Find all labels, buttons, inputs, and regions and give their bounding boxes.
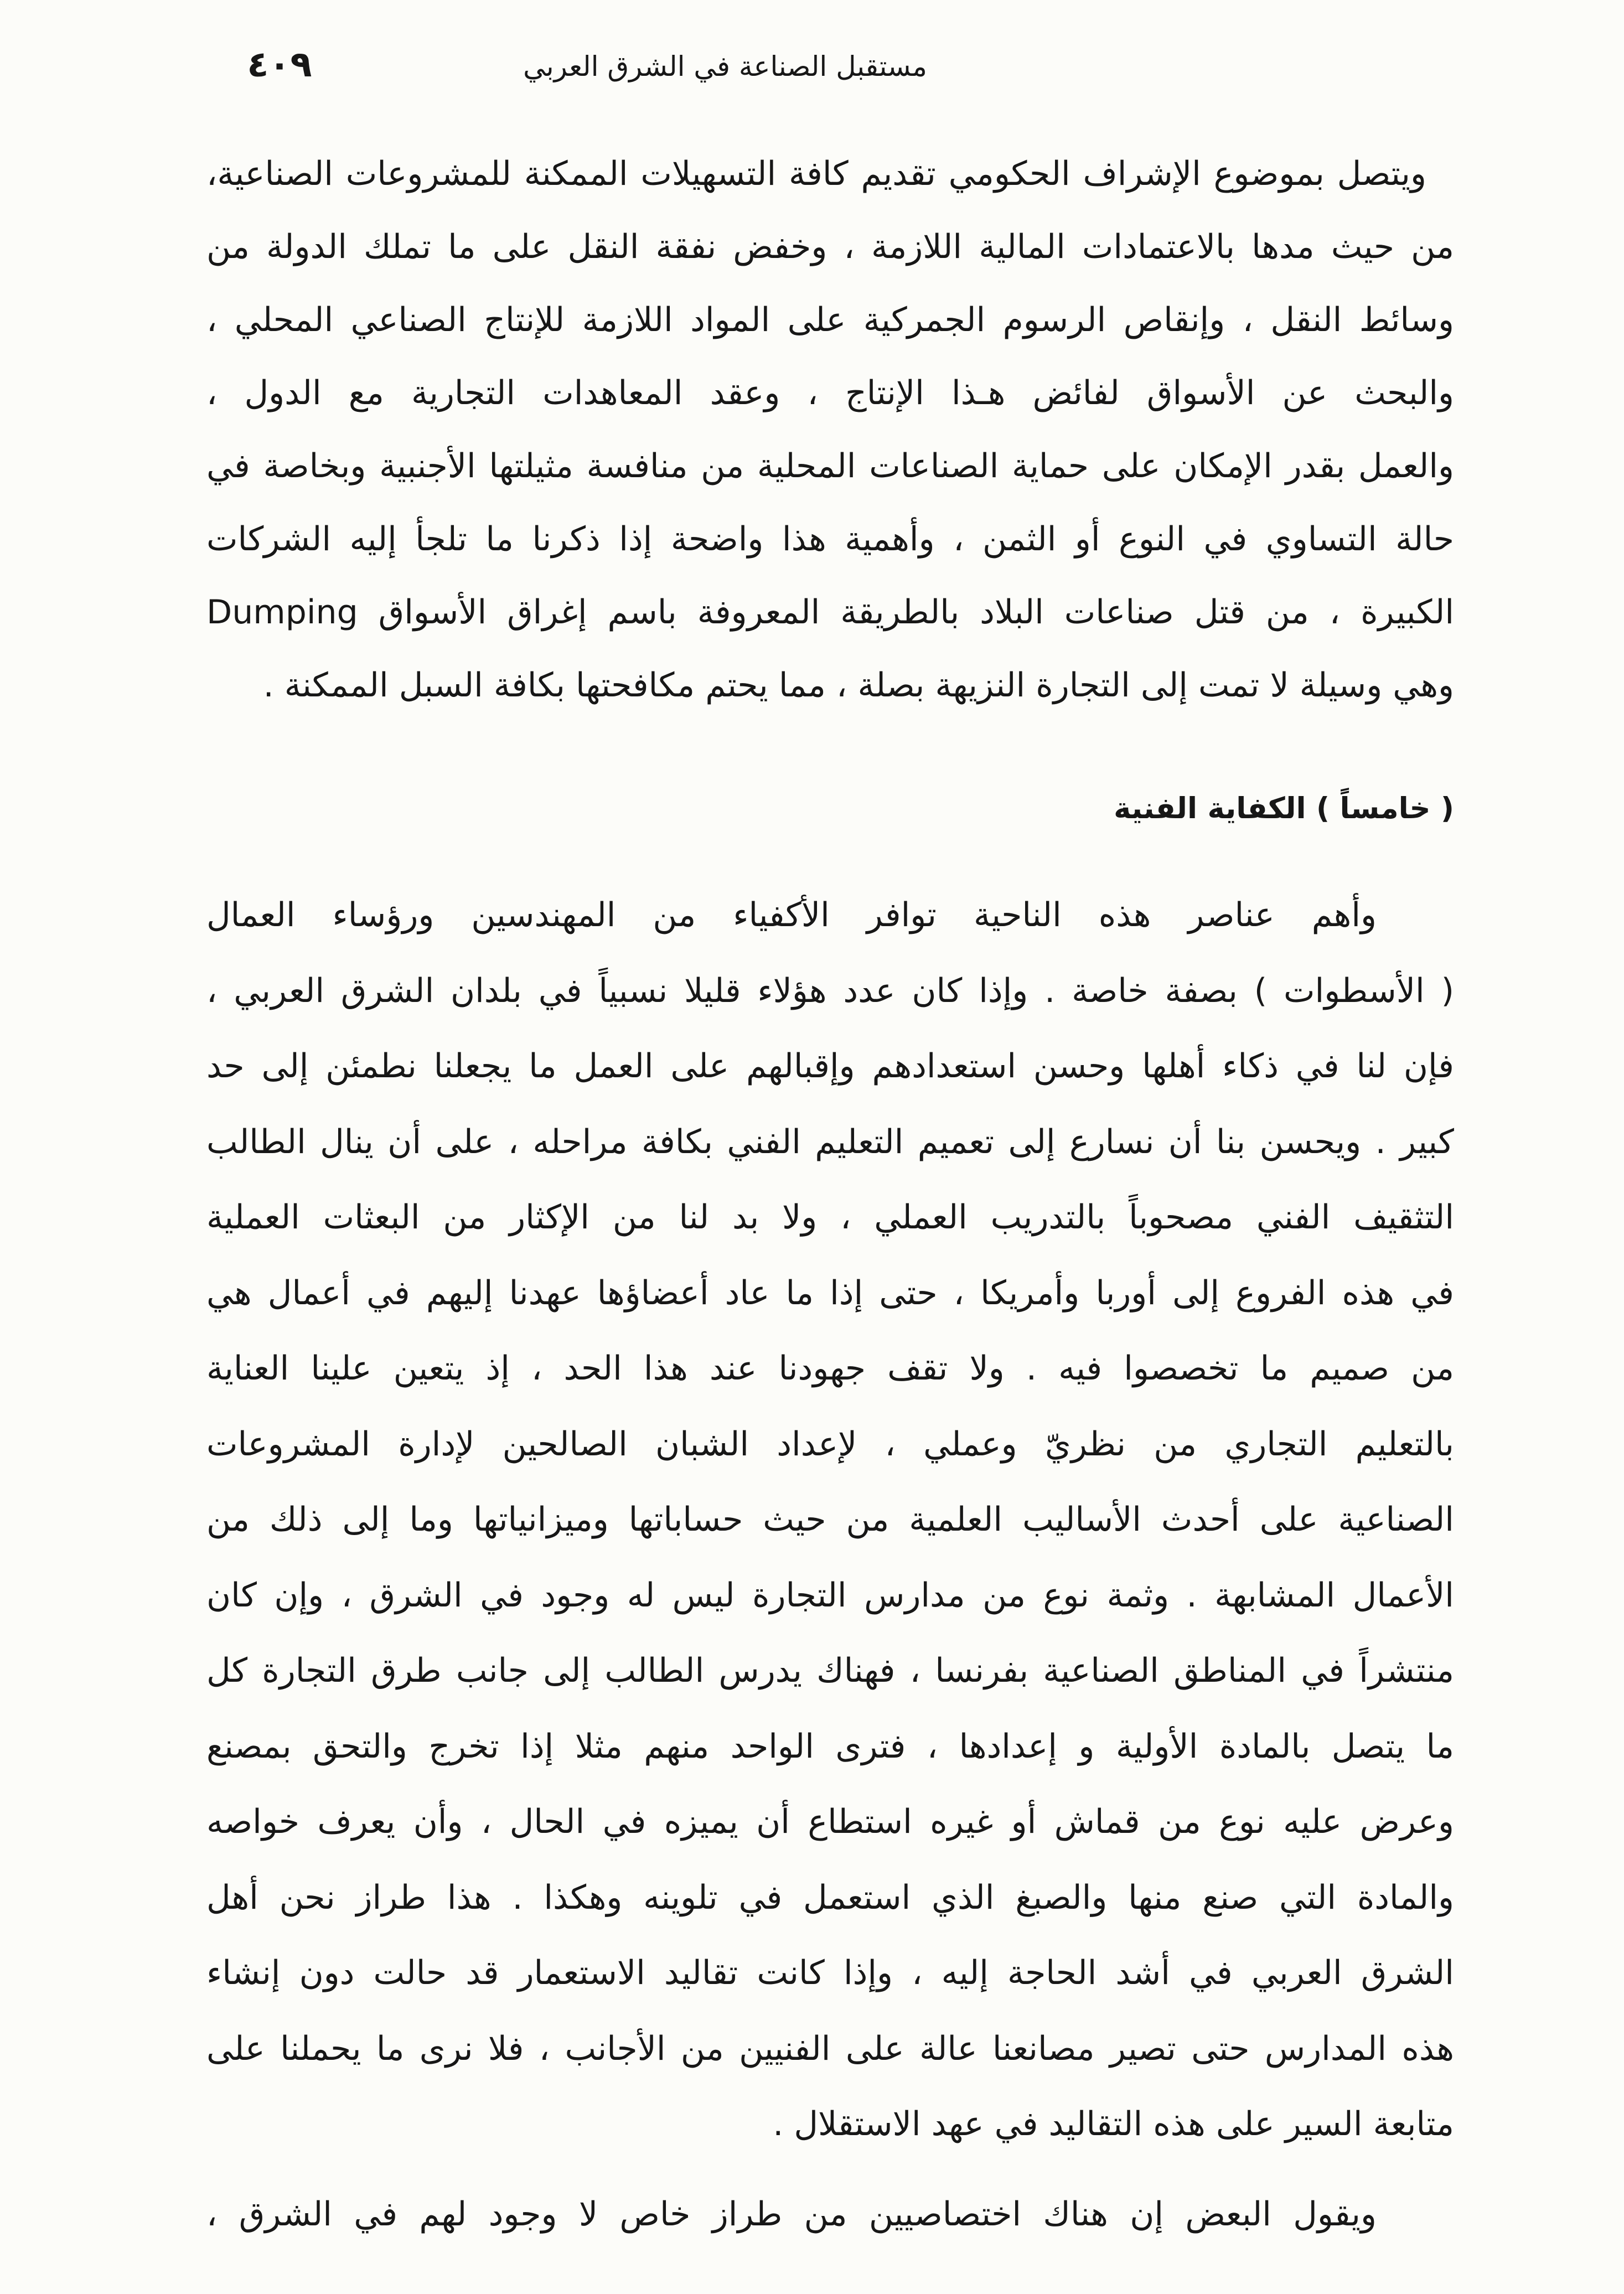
- text-line: وسائط النقل ، وإنقاص الرسوم الجمركية على المواد اللازمة للإنتاج الصناعي المحلي ،: [206, 301, 1454, 339]
- text-line: هذه المدارس حتى تصير مصانعنا عالة على الفنيين من الأجانب ، فلا نرى ما يحملنا على: [206, 2029, 1454, 2068]
- text-line: والمادة التي صنع منها والصبغ الذي استعمل في تلوينه وهكذا . هذا طراز نحن أهل: [206, 1878, 1454, 1917]
- text-line: حالة التساوي في النوع أو الثمن ، وأهمية هذا واضحة إذا ذكرنا ما تلجأ إليه الشركات: [206, 520, 1454, 559]
- section-heading: [206, 772, 1454, 845]
- text-line: والعمل بقدر الإمكان على حماية الصناعات المحلية من منافسة مثيلتها الأجنبية وبخاصة في: [206, 447, 1454, 485]
- paragraph-1: [206, 137, 1454, 722]
- page-number: ٤٠٩: [247, 44, 312, 85]
- text-line: فإن لنا في ذكاء أهلها وحسن استعدادهم وإقبالهم على العمل ما يجعلنا نطمئن إلى حد: [206, 1047, 1454, 1086]
- text-line: الشرق العربي في أشد الحاجة إليه ، وإذا كانت تقاليد الاستعمار قد حالت دون إنشاء: [206, 1954, 1454, 1992]
- text-line: من حيث مدها بالاعتمادات المالية اللازمة ، وخفض نفقة النقل على ما تملك الدولة من: [206, 228, 1454, 266]
- text-line: كبير . ويحسن بنا أن نسارع إلى تعميم التعليم الفني بكافة مراحله ، على أن ينال الطالب: [206, 1122, 1454, 1161]
- text-line: متابعة السير على هذه التقاليد في عهد الاستقلال .: [773, 2105, 1454, 2143]
- paragraph-2: [206, 877, 1454, 2162]
- text-line: منتشراً في المناطق الصناعية بفرنسا ، فهناك يدرس الطالب إلى جانب طرق التجارة كل: [206, 1651, 1454, 1690]
- section-heading-text: ( خامساً ) الكفاية الفنية: [1114, 792, 1454, 825]
- text-line: وهي وسيلة لا تمت إلى التجارة النزيهة بصلة ، مما يحتم مكافحتها بكافة السبل الممكنة .: [263, 666, 1454, 705]
- text-line: الصناعية على أحدث الأساليب العلمية من حيث حساباتها وميزانياتها وما إلى ذلك من: [206, 1500, 1454, 1539]
- text-line: ما يتصل بالمادة الأولية و إعدادها ، فترى الواحد منهم مثلا إذا تخرج والتحق بمصنع: [206, 1727, 1454, 1766]
- text-line: والبحث عن الأسواق لفائض هـذا الإنتاج ، وعقد المعاهدات التجارية مع الدول ،: [206, 374, 1454, 412]
- running-header-title: مستقبل الصناعة في الشرق العربي: [523, 50, 927, 82]
- text-line: وأهم عناصر هذه الناحية توافر الأكفياء من المهندسين ورؤساء العمال: [206, 896, 1377, 934]
- text-line: بالتعليم التجاري من نظريّ وعملي ، لإعداد الشبان الصالحين لإدارة المشروعات: [206, 1424, 1454, 1464]
- text-line: ويقول البعض إن هناك اختصاصيين من طراز خاص لا وجود لهم في الشرق ،: [206, 2195, 1377, 2234]
- text-line: الأعمال المشابهة . وثمة نوع من مدارس التجارة ليس له وجود في الشرق ، وإن كان: [206, 1575, 1454, 1615]
- text-line: التثقيف الفني مصحوباً بالتدريب العملي ، ولا بد لنا من الإكثار من البعثات العملية: [206, 1198, 1454, 1237]
- text-line: ويتصل بموضوع الإشراف الحكومي تقديم كافة التسهيلات الممكنة للمشروعات الصناعية،: [206, 154, 1426, 193]
- paragraph-3: [206, 2177, 1454, 2252]
- text-line: وعرض عليه نوع من قماش أو غيره استطاع أن يميزه في الحال ، وأن يعرف خواصه: [206, 1802, 1454, 1841]
- text-line: الكبيرة ، من قتل صناعات البلاد بالطريقة المعروفة باسم إغراق الأسواق Dumping: [206, 593, 1454, 632]
- text-line: في هذه الفروع إلى أوربا وأمريكا ، حتى إذا ما عاد أعضاؤها عهدنا إليهم في أعمال هي: [206, 1273, 1454, 1313]
- text-line: ( الأسطوات ) بصفة خاصة . وإذا كان عدد هؤلاء قليلا نسبياً في بلدان الشرق العربي ،: [206, 971, 1454, 1010]
- text-line: من صميم ما تخصصوا فيه . ولا تقف جهودنا عند هذا الحد ، إذ يتعين علينا العناية: [206, 1349, 1454, 1388]
